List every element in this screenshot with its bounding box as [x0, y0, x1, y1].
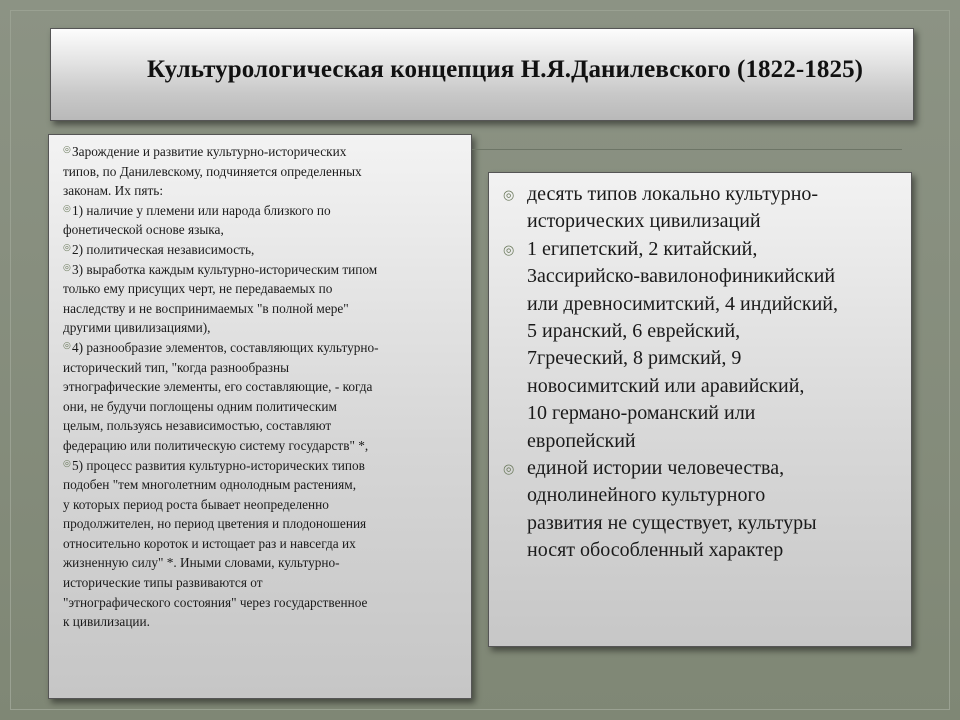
- right-list-item: [499, 181, 903, 236]
- left-paragraph: [63, 456, 467, 632]
- left-paragraph-line: 5) процесс развития культурно-исторических типов: [72, 457, 365, 473]
- right-list-line: носят обособленный характер: [527, 539, 784, 562]
- left-paragraph-line: федерацию или политическую систему государств" *,: [63, 437, 369, 453]
- title-box: [50, 28, 914, 121]
- right-list-line: европейский: [527, 429, 636, 452]
- circle-bullet-icon: ◎: [503, 187, 515, 202]
- left-paragraph-line: исторический тип, "когда разнообразны: [63, 359, 290, 375]
- left-paragraph: [63, 142, 467, 201]
- left-paragraph: [63, 338, 467, 456]
- circle-bullet-icon: ◎: [63, 457, 71, 468]
- left-paragraph-line: жизненную силу" *. Иными словами, культурно-: [63, 555, 340, 571]
- left-paragraph-line: целым, пользуясь независимостью, составляют: [63, 418, 332, 434]
- right-panel-content: [499, 181, 903, 565]
- left-paragraph-line: они, не будучи поглощены одним политическим: [63, 398, 337, 414]
- left-paragraph-line: фонетической основе языка,: [63, 222, 224, 238]
- circle-bullet-icon: ◎: [63, 202, 71, 213]
- right-list-line: десять типов локально культурно-: [527, 183, 819, 205]
- right-list-item: [499, 455, 903, 565]
- right-list-line: или древносимитский, 4 индийский,: [527, 292, 838, 315]
- left-paragraph-line: 1) наличие у племени или народа близкого по: [72, 202, 331, 218]
- circle-bullet-icon: ◎: [63, 241, 71, 252]
- left-paragraph-line: подобен "тем многолетним однолодным растениям,: [63, 477, 357, 493]
- right-list-item: [499, 236, 903, 455]
- left-paragraph: [63, 201, 467, 240]
- left-paragraph-line: 2) политическая независимость,: [72, 241, 255, 257]
- circle-bullet-icon: ◎: [503, 241, 515, 257]
- left-paragraph-line: "этнографического состояния" через государственное: [63, 594, 368, 610]
- divider-line: [472, 149, 902, 150]
- left-paragraph-line: другими цивилизациями),: [63, 320, 211, 336]
- left-paragraph-line: типов, по Данилевскому, подчиняется определенных: [63, 163, 362, 179]
- circle-bullet-icon: ◎: [63, 144, 71, 154]
- circle-bullet-icon: ◎: [63, 339, 71, 350]
- left-paragraph-line: наследству и не воспринимаемых "в полной мере": [63, 300, 349, 316]
- right-list-line: развития не существует, культуры: [527, 511, 817, 534]
- right-list-line: новосимитский или аравийский,: [527, 374, 805, 397]
- left-paragraph-line: исторические типы развиваются от: [63, 575, 263, 591]
- left-paragraph-line: Зарождение и развитие культурно-исторических: [72, 144, 347, 159]
- right-list-line: 1 египетский, 2 китайский,: [527, 237, 758, 260]
- left-paragraph-line: этнографические элементы, его составляющие, - когда: [63, 379, 373, 395]
- left-paragraph-line: продолжителен, но период цветения и плодоношения: [63, 516, 367, 532]
- left-paragraph: [63, 240, 467, 260]
- right-list-line: 5 иранский, 6 еврейский,: [527, 320, 741, 343]
- right-list-line: единой истории человечества,: [527, 457, 785, 480]
- left-text-panel: [48, 134, 472, 699]
- right-list-line: однолинейного культурного: [527, 484, 766, 507]
- slide-title: Культурологическая концепция Н.Я.Данилевского (1822-1825): [147, 56, 864, 83]
- right-list-line: 10 германо-романский или: [527, 402, 756, 425]
- right-text-panel: [488, 172, 912, 647]
- left-paragraph-line: у которых период роста бывает неопределенно: [63, 496, 329, 512]
- left-panel-content: [63, 142, 467, 632]
- right-list-line: 7греческий, 8 римский, 9: [527, 347, 742, 370]
- circle-bullet-icon: ◎: [63, 261, 71, 272]
- left-paragraph-line: 3) выработка каждым культурно-историческим типом: [72, 261, 378, 277]
- right-list-line: исторических цивилизаций: [527, 210, 761, 233]
- circle-bullet-icon: ◎: [503, 461, 515, 477]
- left-paragraph-line: 4) разнообразие элементов, составляющих культурно-: [72, 339, 379, 355]
- left-paragraph: [63, 260, 467, 338]
- left-paragraph-line: относительно короток и истощает раз и навсегда их: [63, 535, 356, 551]
- left-paragraph-line: только ему присущих черт, не передаваемых по: [63, 281, 333, 297]
- left-paragraph-line: законам. Их пять:: [63, 183, 164, 199]
- left-paragraph-line: к цивилизации.: [63, 614, 150, 630]
- right-list-line: 3ассирийско-вавилонофиникийский: [527, 265, 836, 288]
